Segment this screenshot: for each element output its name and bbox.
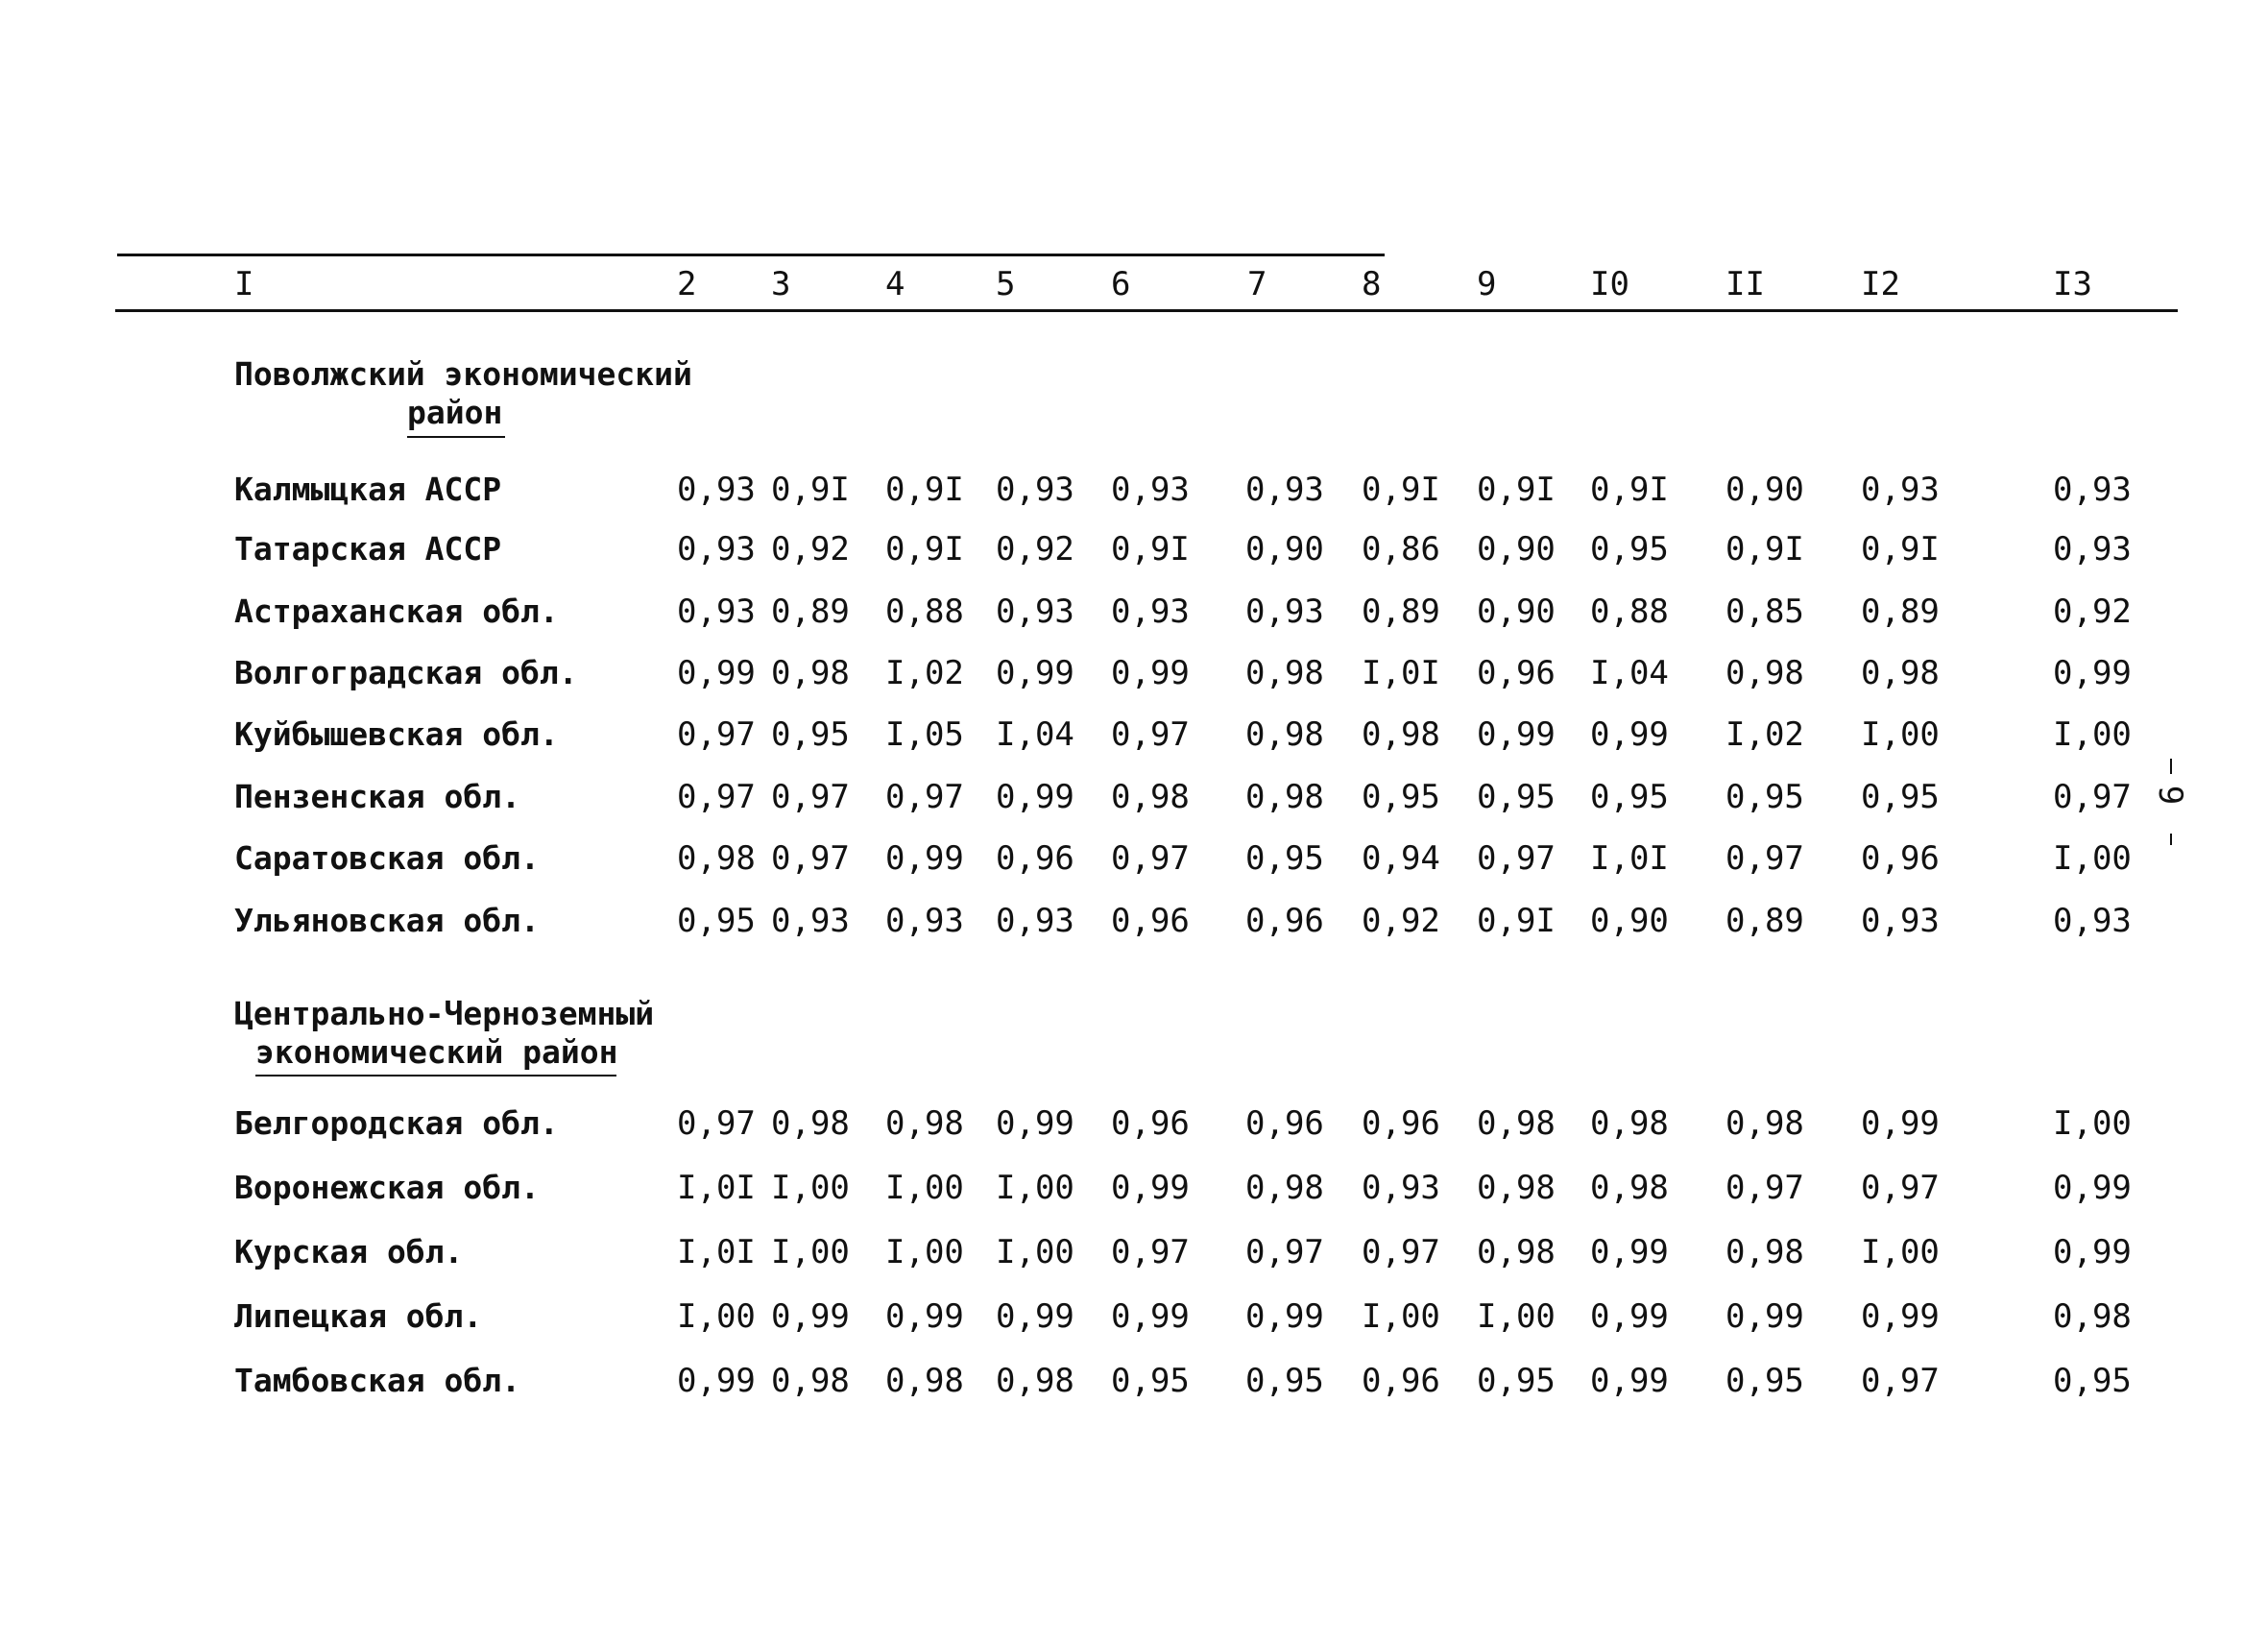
row-region-name: Куйбышевская обл. bbox=[234, 715, 559, 753]
section-title-line1: Центрально-Черноземный bbox=[234, 995, 655, 1032]
table-cell-col-13: 0,99 bbox=[2053, 1169, 2132, 1207]
table-cell-col-2: 0,99 bbox=[677, 654, 756, 692]
table-cell-col-2: I,0I bbox=[677, 1169, 756, 1207]
column-header-7: 7 bbox=[1247, 265, 1267, 303]
table-cell-col-2: 0,97 bbox=[677, 1104, 756, 1143]
table-cell-col-2: 0,99 bbox=[677, 1362, 756, 1400]
column-header-4: 4 bbox=[885, 265, 905, 303]
table-cell-col-11: 0,95 bbox=[1725, 1362, 1804, 1400]
table-cell-col-3: 0,98 bbox=[771, 654, 850, 692]
table-cell-col-12: 0,96 bbox=[1861, 839, 1940, 878]
table-cell-col-10: 0,99 bbox=[1590, 1362, 1669, 1400]
table-cell-col-7: 0,93 bbox=[1245, 471, 1324, 509]
table-cell-col-4: I,02 bbox=[885, 654, 964, 692]
column-header-2: 2 bbox=[677, 265, 697, 303]
table-row bbox=[0, 1229, 2268, 1275]
table-cell-col-5: 0,98 bbox=[996, 1362, 1074, 1400]
table-cell-col-3: 0,98 bbox=[771, 1104, 850, 1143]
table-cell-col-5: I,00 bbox=[996, 1233, 1074, 1271]
table-cell-col-7: 0,98 bbox=[1245, 654, 1324, 692]
table-cell-col-5: 0,99 bbox=[996, 654, 1074, 692]
table-cell-col-2: 0,93 bbox=[677, 471, 756, 509]
row-region-name: Курская обл. bbox=[234, 1233, 464, 1270]
table-cell-col-13: 0,99 bbox=[2053, 654, 2132, 692]
table-row bbox=[0, 1101, 2268, 1147]
table-cell-col-3: I,00 bbox=[771, 1233, 850, 1271]
table-cell-col-4: 0,9I bbox=[885, 530, 964, 568]
table-cell-col-4: 0,99 bbox=[885, 1297, 964, 1336]
table-cell-col-13: 0,99 bbox=[2053, 1233, 2132, 1271]
table-cell-col-10: 0,98 bbox=[1590, 1104, 1669, 1143]
table-cell-col-3: 0,9I bbox=[771, 471, 850, 509]
table-cell-col-12: 0,99 bbox=[1861, 1104, 1940, 1143]
row-region-name: Астраханская обл. bbox=[234, 593, 559, 630]
table-cell-col-13: 0,93 bbox=[2053, 902, 2132, 940]
column-header-6: 6 bbox=[1111, 265, 1131, 303]
table-cell-col-2: 0,98 bbox=[677, 839, 756, 878]
row-region-name: Волгоградская обл. bbox=[234, 654, 578, 691]
row-region-name: Татарская АССР bbox=[234, 530, 502, 568]
table-cell-col-6: 0,93 bbox=[1111, 471, 1190, 509]
table-cell-col-8: I,00 bbox=[1362, 1297, 1440, 1336]
column-header-13: I3 bbox=[2053, 265, 2092, 303]
table-row bbox=[0, 650, 2268, 696]
margin-dash bbox=[2170, 759, 2172, 774]
table-cell-col-11: 0,85 bbox=[1725, 593, 1804, 631]
table-cell-col-9: 0,95 bbox=[1477, 778, 1556, 816]
table-cell-col-6: 0,99 bbox=[1111, 654, 1190, 692]
table-cell-col-7: 0,93 bbox=[1245, 593, 1324, 631]
table-cell-col-2: I,00 bbox=[677, 1297, 756, 1336]
table-row bbox=[0, 835, 2268, 882]
table-cell-col-8: I,0I bbox=[1362, 654, 1440, 692]
table-cell-col-5: 0,93 bbox=[996, 902, 1074, 940]
table-cell-col-5: 0,96 bbox=[996, 839, 1074, 878]
table-cell-col-2: 0,97 bbox=[677, 715, 756, 754]
table-row bbox=[0, 1165, 2268, 1211]
table-cell-col-4: 0,88 bbox=[885, 593, 964, 631]
table-cell-col-3: 0,95 bbox=[771, 715, 850, 754]
section-title-line2: район bbox=[407, 394, 503, 431]
table-cell-col-8: 0,96 bbox=[1362, 1362, 1440, 1400]
table-cell-col-3: 0,97 bbox=[771, 839, 850, 878]
table-cell-col-11: 0,95 bbox=[1725, 778, 1804, 816]
table-cell-col-13: I,00 bbox=[2053, 1104, 2132, 1143]
column-header-9: 9 bbox=[1477, 265, 1497, 303]
table-cell-col-10: 0,88 bbox=[1590, 593, 1669, 631]
row-region-name: Тамбовская обл. bbox=[234, 1362, 521, 1399]
table-cell-col-12: I,00 bbox=[1861, 1233, 1940, 1271]
table-cell-col-7: 0,96 bbox=[1245, 902, 1324, 940]
column-header-11: II bbox=[1725, 265, 1765, 303]
table-cell-col-2: 0,93 bbox=[677, 530, 756, 568]
table-cell-col-11: 0,9I bbox=[1725, 530, 1804, 568]
table-cell-col-7: 0,97 bbox=[1245, 1233, 1324, 1271]
table-cell-col-6: 0,97 bbox=[1111, 839, 1190, 878]
table-cell-col-13: I,00 bbox=[2053, 715, 2132, 754]
table-cell-col-9: 0,90 bbox=[1477, 593, 1556, 631]
table-cell-col-8: 0,94 bbox=[1362, 839, 1440, 878]
table-cell-col-4: I,05 bbox=[885, 715, 964, 754]
table-cell-col-9: 0,98 bbox=[1477, 1104, 1556, 1143]
table-cell-col-4: 0,9I bbox=[885, 471, 964, 509]
table-cell-col-11: 0,98 bbox=[1725, 1104, 1804, 1143]
table-cell-col-7: 0,96 bbox=[1245, 1104, 1324, 1143]
table-cell-col-13: 0,98 bbox=[2053, 1297, 2132, 1336]
table-cell-col-8: 0,97 bbox=[1362, 1233, 1440, 1271]
table-cell-col-9: 0,9I bbox=[1477, 902, 1556, 940]
table-cell-col-12: 0,99 bbox=[1861, 1297, 1940, 1336]
table-cell-col-12: 0,97 bbox=[1861, 1169, 1940, 1207]
table-cell-col-10: 0,99 bbox=[1590, 715, 1669, 754]
table-cell-col-10: 0,95 bbox=[1590, 530, 1669, 568]
table-cell-col-8: 0,96 bbox=[1362, 1104, 1440, 1143]
column-header-12: I2 bbox=[1861, 265, 1900, 303]
table-cell-col-7: 0,98 bbox=[1245, 778, 1324, 816]
row-region-name: Саратовская обл. bbox=[234, 839, 540, 877]
section-title-line2: экономический район bbox=[255, 1033, 618, 1071]
table-cell-col-11: I,02 bbox=[1725, 715, 1804, 754]
table-cell-col-2: 0,93 bbox=[677, 593, 756, 631]
table-cell-col-8: 0,92 bbox=[1362, 902, 1440, 940]
table-cell-col-10: 0,99 bbox=[1590, 1297, 1669, 1336]
table-cell-col-11: 0,98 bbox=[1725, 654, 1804, 692]
table-cell-col-5: 0,99 bbox=[996, 778, 1074, 816]
table-cell-col-9: I,00 bbox=[1477, 1297, 1556, 1336]
table-cell-col-8: 0,89 bbox=[1362, 593, 1440, 631]
table-top-rule bbox=[117, 254, 1385, 256]
table-cell-col-6: 0,98 bbox=[1111, 778, 1190, 816]
table-cell-col-11: 0,90 bbox=[1725, 471, 1804, 509]
table-cell-col-6: 0,96 bbox=[1111, 1104, 1190, 1143]
table-cell-col-10: 0,98 bbox=[1590, 1169, 1669, 1207]
table-cell-col-12: 0,93 bbox=[1861, 902, 1940, 940]
section-title-line1: Поволжский экономический bbox=[234, 355, 692, 393]
row-region-name: Пензенская обл. bbox=[234, 778, 521, 815]
table-cell-col-5: 0,99 bbox=[996, 1297, 1074, 1336]
page-number-margin bbox=[2151, 759, 2199, 855]
table-cell-col-8: 0,95 bbox=[1362, 778, 1440, 816]
table-row bbox=[0, 467, 2268, 513]
table-cell-col-2: 0,95 bbox=[677, 902, 756, 940]
table-cell-col-5: I,00 bbox=[996, 1169, 1074, 1207]
table-cell-col-5: 0,99 bbox=[996, 1104, 1074, 1143]
table-cell-col-8: 0,98 bbox=[1362, 715, 1440, 754]
table-cell-col-9: 0,98 bbox=[1477, 1233, 1556, 1271]
table-cell-col-4: 0,99 bbox=[885, 839, 964, 878]
column-header-3: 3 bbox=[771, 265, 791, 303]
table-cell-col-9: 0,90 bbox=[1477, 530, 1556, 568]
table-cell-col-7: 0,95 bbox=[1245, 1362, 1324, 1400]
table-cell-col-7: 0,98 bbox=[1245, 715, 1324, 754]
page-number: 9 bbox=[2151, 785, 2190, 806]
table-cell-col-9: 0,96 bbox=[1477, 654, 1556, 692]
table-cell-col-4: I,00 bbox=[885, 1169, 964, 1207]
table-cell-col-6: 0,96 bbox=[1111, 902, 1190, 940]
table-cell-col-13: I,00 bbox=[2053, 839, 2132, 878]
column-header-5: 5 bbox=[996, 265, 1016, 303]
table-cell-col-6: 0,99 bbox=[1111, 1297, 1190, 1336]
table-row bbox=[0, 1358, 2268, 1404]
section-underline bbox=[255, 1075, 616, 1077]
table-cell-col-12: 0,98 bbox=[1861, 654, 1940, 692]
section-title-volga bbox=[234, 355, 692, 432]
table-cell-col-5: 0,92 bbox=[996, 530, 1074, 568]
row-region-name: Калмыцкая АССР bbox=[234, 471, 502, 508]
table-cell-col-7: 0,99 bbox=[1245, 1297, 1324, 1336]
table-cell-col-3: 0,99 bbox=[771, 1297, 850, 1336]
table-cell-col-12: 0,97 bbox=[1861, 1362, 1940, 1400]
table-cell-col-11: 0,99 bbox=[1725, 1297, 1804, 1336]
table-cell-col-4: 0,93 bbox=[885, 902, 964, 940]
table-cell-col-12: I,00 bbox=[1861, 715, 1940, 754]
table-row bbox=[0, 589, 2268, 635]
table-cell-col-4: 0,97 bbox=[885, 778, 964, 816]
table-row bbox=[0, 898, 2268, 944]
table-cell-col-12: 0,89 bbox=[1861, 593, 1940, 631]
table-cell-col-2: 0,97 bbox=[677, 778, 756, 816]
table-cell-col-10: I,04 bbox=[1590, 654, 1669, 692]
table-cell-col-10: 0,9I bbox=[1590, 471, 1669, 509]
table-cell-col-6: 0,97 bbox=[1111, 1233, 1190, 1271]
table-cell-col-9: 0,9I bbox=[1477, 471, 1556, 509]
table-cell-col-5: 0,93 bbox=[996, 593, 1074, 631]
table-cell-col-2: I,0I bbox=[677, 1233, 756, 1271]
table-cell-col-7: 0,98 bbox=[1245, 1169, 1324, 1207]
table-cell-col-10: 0,90 bbox=[1590, 902, 1669, 940]
section-title-central-chernozem bbox=[234, 995, 654, 1072]
table-cell-col-6: 0,9I bbox=[1111, 530, 1190, 568]
table-cell-col-11: 0,97 bbox=[1725, 839, 1804, 878]
table-cell-col-6: 0,97 bbox=[1111, 715, 1190, 754]
table-cell-col-9: 0,97 bbox=[1477, 839, 1556, 878]
table-cell-col-9: 0,98 bbox=[1477, 1169, 1556, 1207]
margin-dash bbox=[2170, 834, 2172, 845]
table-cell-col-4: 0,98 bbox=[885, 1104, 964, 1143]
table-cell-col-13: 0,97 bbox=[2053, 778, 2132, 816]
table-cell-col-12: 0,95 bbox=[1861, 778, 1940, 816]
table-cell-col-3: 0,97 bbox=[771, 778, 850, 816]
table-cell-col-10: I,0I bbox=[1590, 839, 1669, 878]
table-row bbox=[0, 712, 2268, 758]
table-cell-col-3: 0,92 bbox=[771, 530, 850, 568]
table-row bbox=[0, 1294, 2268, 1340]
table-cell-col-9: 0,95 bbox=[1477, 1362, 1556, 1400]
table-cell-col-3: 0,89 bbox=[771, 593, 850, 631]
column-header-8: 8 bbox=[1362, 265, 1382, 303]
row-region-name: Белгородская обл. bbox=[234, 1104, 559, 1142]
table-cell-col-12: 0,9I bbox=[1861, 530, 1940, 568]
table-cell-col-5: 0,93 bbox=[996, 471, 1074, 509]
table-cell-col-5: I,04 bbox=[996, 715, 1074, 754]
table-cell-col-10: 0,99 bbox=[1590, 1233, 1669, 1271]
table-cell-col-10: 0,95 bbox=[1590, 778, 1669, 816]
table-cell-col-11: 0,97 bbox=[1725, 1169, 1804, 1207]
table-cell-col-13: 0,95 bbox=[2053, 1362, 2132, 1400]
column-header-1: I bbox=[234, 265, 254, 303]
table-cell-col-6: 0,93 bbox=[1111, 593, 1190, 631]
row-region-name: Липецкая обл. bbox=[234, 1297, 483, 1335]
table-cell-col-8: 0,86 bbox=[1362, 530, 1440, 568]
table-row bbox=[0, 526, 2268, 572]
table-cell-col-7: 0,90 bbox=[1245, 530, 1324, 568]
table-cell-col-3: I,00 bbox=[771, 1169, 850, 1207]
table-cell-col-3: 0,98 bbox=[771, 1362, 850, 1400]
column-header-10: I0 bbox=[1590, 265, 1629, 303]
row-region-name: Ульяновская обл. bbox=[234, 902, 540, 939]
section-underline bbox=[407, 436, 505, 438]
table-cell-col-4: 0,98 bbox=[885, 1362, 964, 1400]
table-row bbox=[0, 774, 2268, 820]
table-cell-col-6: 0,99 bbox=[1111, 1169, 1190, 1207]
table-header-rule bbox=[115, 309, 2178, 312]
table-cell-col-3: 0,93 bbox=[771, 902, 850, 940]
table-cell-col-7: 0,95 bbox=[1245, 839, 1324, 878]
table-cell-col-11: 0,98 bbox=[1725, 1233, 1804, 1271]
table-cell-col-13: 0,93 bbox=[2053, 471, 2132, 509]
row-region-name: Воронежская обл. bbox=[234, 1169, 540, 1206]
table-cell-col-8: 0,93 bbox=[1362, 1169, 1440, 1207]
table-cell-col-11: 0,89 bbox=[1725, 902, 1804, 940]
table-cell-col-13: 0,92 bbox=[2053, 593, 2132, 631]
table-cell-col-8: 0,9I bbox=[1362, 471, 1440, 509]
table-cell-col-9: 0,99 bbox=[1477, 715, 1556, 754]
table-cell-col-4: I,00 bbox=[885, 1233, 964, 1271]
table-cell-col-13: 0,93 bbox=[2053, 530, 2132, 568]
table-cell-col-6: 0,95 bbox=[1111, 1362, 1190, 1400]
table-cell-col-12: 0,93 bbox=[1861, 471, 1940, 509]
